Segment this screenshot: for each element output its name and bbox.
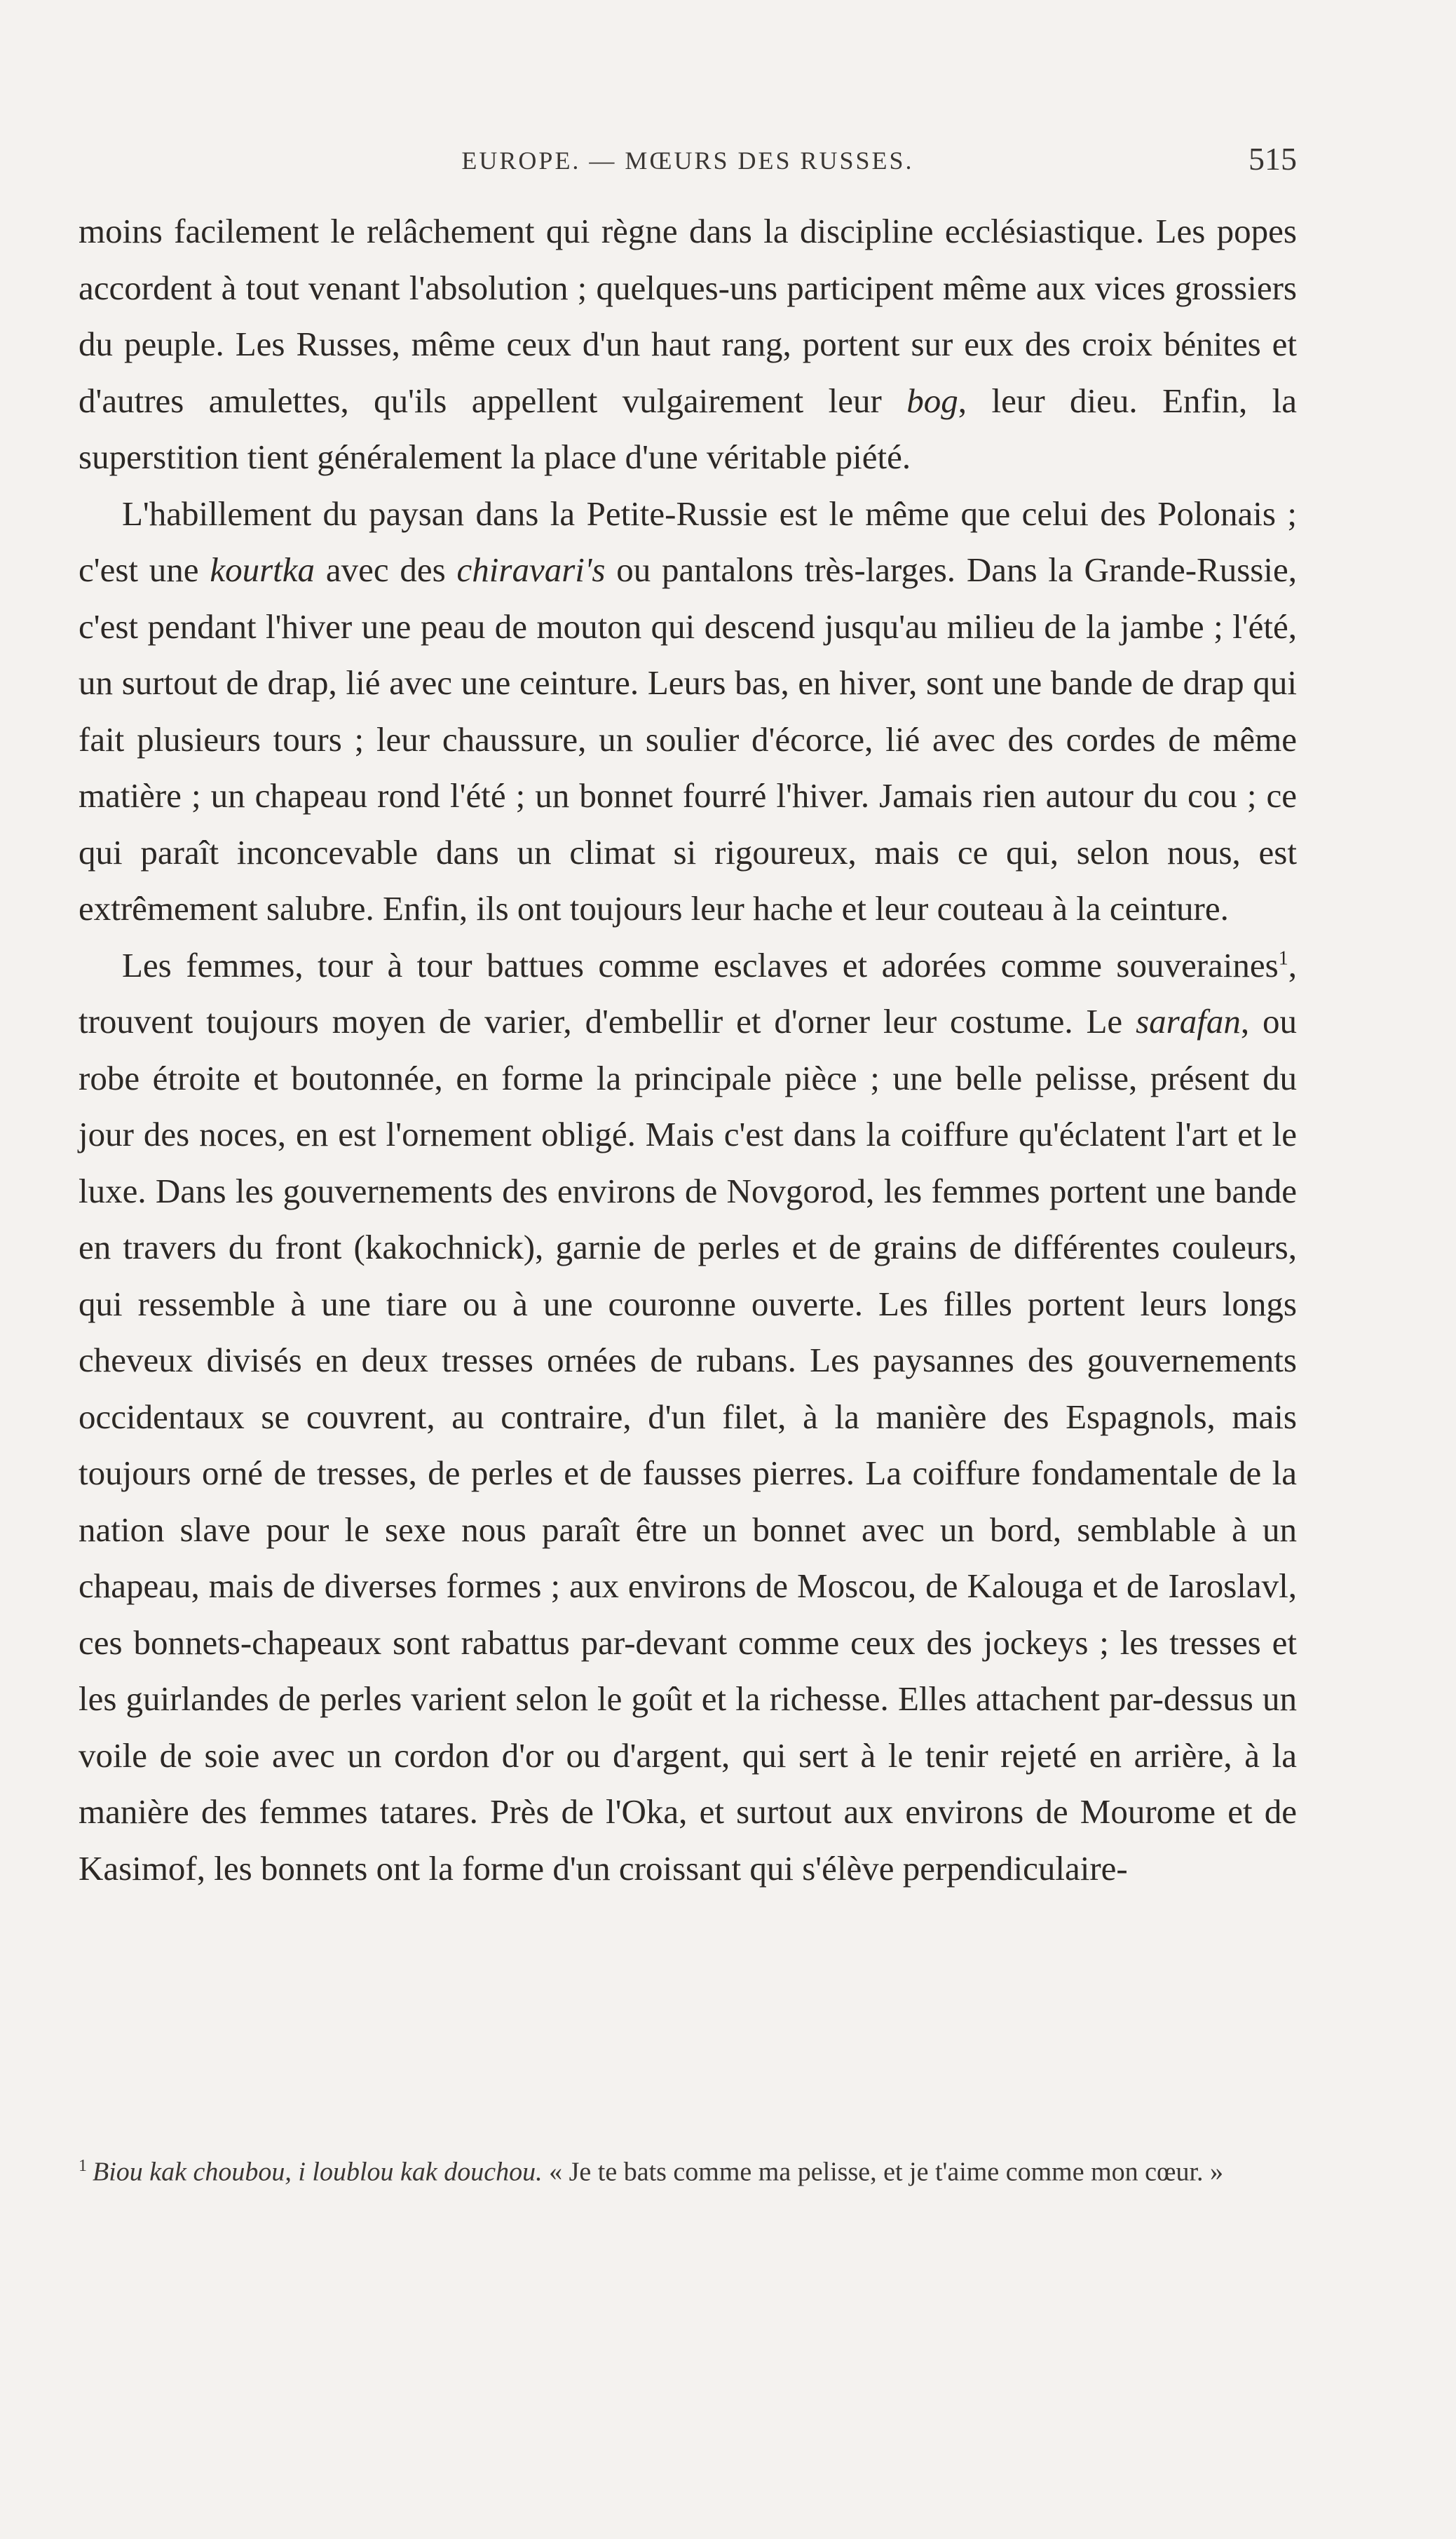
paragraph-2-italic-1: kourtka — [210, 550, 315, 589]
paragraph-3-text-c: , ou robe étroite et boutonnée, en forme la principale pièce ; une belle pelisse, présent du jour des noces, en est l'ornement obligé. Mais c'est dans la coiffure qu'éclatent l'art et le luxe. Dans les gouvernements des environs de Novgorod, les femmes portent une bande en travers du front (kakochnick), garnie de perles et de grains de différentes couleurs, qui ressemble à une tiare ou à une couronne ouverte. Les filles portent leurs longs cheveux divisés en deux tresses ornées de rubans. Les paysannes des gouvernements occidentaux se couvrent, au contraire, d'un filet, à la manière des Espagnols, mais toujours orné de tresses, de perles et de fausses pierres. La coiffure fondamentale de la nation slave pour le sexe nous paraît être un bonnet avec un bord, semblable à un chapeau, mais de diverses formes ; aux environs de Moscou, de Kalouga et de Iaroslavl, ces bonnets-chapeaux sont rabattus par-devant comme ceux des jockeys ; les tresses et les guirlandes de perles varient selon le goût et la richesse. Elles attachent par-dessus un voile de soie avec un cordon d'or ou d'argent, qui sert à le tenir rejeté en arrière, à la manière des femmes tatares. Près de l'Oka, et surtout aux environs de Mourome et de Kasimof, les bonnets ont la forme d'un croissant qui s'élève perpendiculaire- — [79, 1002, 1297, 1888]
paragraph-2 — [79, 486, 1297, 937]
paragraph-1-text: moins facilement le relâchement qui règne dans la discipline ecclésiastique. Les popes accordent à tout venant l'absolution ; quelques-uns participent même aux vices grossiers du peuple. Les Russes, même ceux d'un haut rang, portent sur eux des croix bénites et d'autres amulettes, qu'ils appellent vulgairement leur — [79, 212, 1297, 420]
footnote-reference[interactable]: 1 — [1278, 947, 1288, 970]
paragraph-3 — [79, 937, 1297, 1897]
paragraph-1-end: , leur dieu. Enfin, la superstition tient généralement la place d'une véritable piété. — [79, 381, 1297, 476]
running-head: EUROPE. — MŒURS DES RUSSES. — [461, 147, 914, 175]
paragraph-1 — [79, 203, 1297, 486]
page-header — [79, 140, 1297, 182]
paragraph-2-text-b: avec des — [315, 550, 457, 589]
paragraph-2-text-a: L'habillement du paysan dans la Petite-Russie est le même que celui des Polonais ; c'est une — [79, 494, 1297, 589]
paragraph-3-text-a: Les femmes, tour à tour battues comme esclaves et adorées comme souveraines — [122, 945, 1279, 984]
paragraph-2-italic-2: chiravari's — [456, 550, 606, 589]
paragraph-3-italic: sarafan — [1136, 1002, 1241, 1041]
footnote-italic: Biou kak choubou, i loublou kak douchou. — [93, 2157, 543, 2187]
body-text — [79, 203, 1297, 1897]
paragraph-3-text-b: , trouvent toujours moyen de varier, d'embellir et d'orner leur costume. Le — [79, 945, 1297, 1041]
footnote-mark: 1 — [79, 2157, 87, 2175]
page-number: 515 — [1249, 141, 1297, 177]
paragraph-2-text-c: ou pantalons très-larges. Dans la Grande-Russie, c'est pendant l'hiver une peau de mouton qui descend jusqu'au milieu de la jambe ; l'été, un surtout de drap, lié avec une ceinture. Leurs bas, en hiver, sont une bande de drap qui fait plusieurs tours ; leur chaussure, un soulier d'écorce, lié avec des cordes de même matière ; un chapeau rond l'été ; un bonnet fourré l'hiver. Jamais rien autour du cou ; ce qui paraît inconcevable dans un climat si rigoureux, mais ce qui, selon nous, est extrêmement salubre. Enfin, ils ont toujours leur hache et leur couteau à la ceinture. — [79, 550, 1297, 928]
paragraph-1-italic: bog — [906, 381, 958, 420]
footnote — [79, 2146, 1297, 2193]
footnote-text: « Je te bats comme ma pelisse, et je t'aime comme mon cœur. » — [542, 2157, 1223, 2187]
